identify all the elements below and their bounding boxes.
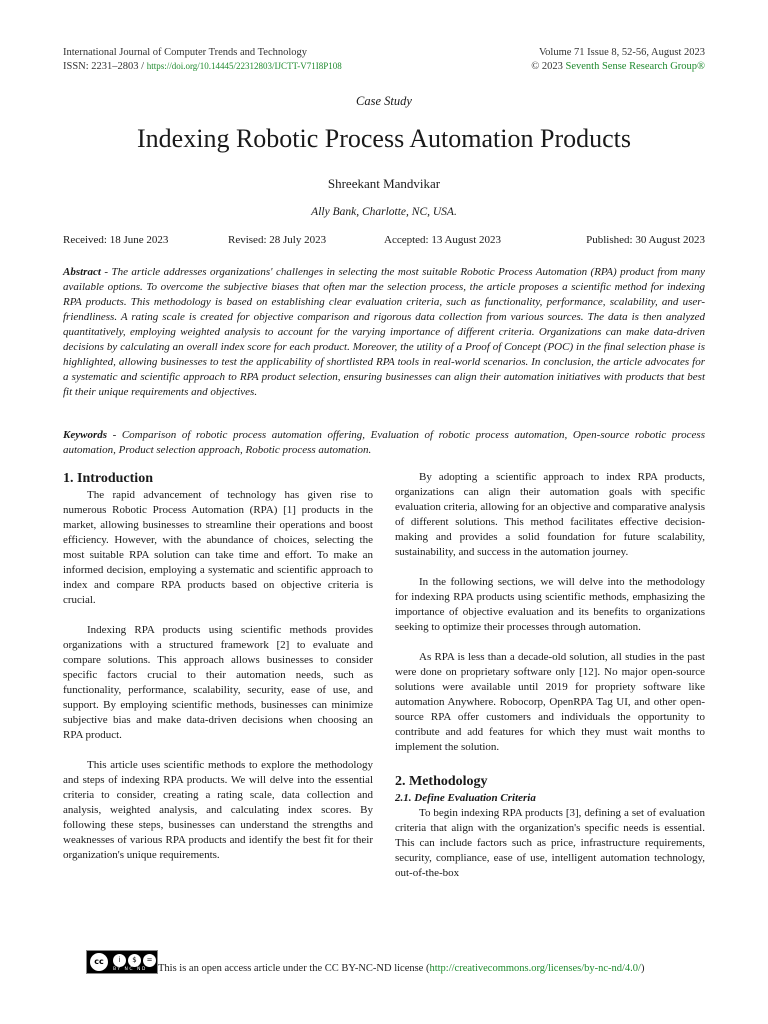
keywords	[63, 428, 705, 458]
paragraph: As RPA is less than a decade-old solution, all studies in the past were done on proprietary software only [12]. No major open-source solutions were available until 2019 for propriety software like automation Anywhere. Robocorp, OpenRPA Tag UI, and other open-source RPA offer customers and individuals the opportunity to contribute and add features for which they must wait months to implement the solution.	[395, 651, 705, 753]
license-prefix: This is an open access article under the CC BY-NC-ND license (	[158, 963, 430, 974]
issn: ISSN: 2231–2803 /	[63, 60, 147, 72]
non-commercial-icon: $	[128, 954, 141, 967]
copyright-line	[531, 60, 705, 74]
license-link[interactable]: http://creativecommons.org/licenses/by-nc-nd/4.0/	[429, 963, 641, 974]
copyright: © 2023	[531, 60, 566, 72]
subsection-heading: 2.1. Define Evaluation Criteria	[395, 792, 536, 804]
paper-title: Indexing Robotic Process Automation Products	[137, 124, 631, 153]
date-accepted: Accepted: 13 August 2023	[384, 234, 502, 246]
paragraph: In the following sections, we will delve into the methodology for indexing RPA products using scientific methods, emphasizing the importance of objective evaluation and its benefits to organizations seeking to optimize their processes through automation.	[395, 576, 705, 633]
cc-license-badge-icon[interactable]	[86, 950, 158, 974]
author-name: Shreekant Mandvikar	[327, 176, 441, 191]
volume-info: Volume 71 Issue 8, 52-56, August 2023	[538, 47, 705, 58]
abstract-label: Abstract	[63, 266, 101, 278]
date-published: Published: 30 August 2023	[586, 234, 705, 246]
paragraph: The rapid advancement of technology has given rise to numerous Robotic Process Automation (RPA) [1] products in the market, allowing businesses to streamline their operations and boost efficiency. However, with the abundance of choices, selecting the most suitable RPA solution can take time and effort. To make an informed decision, employing a systematic and scientific approach to index and compare RPA products based on objective criteria is crucial.	[63, 489, 373, 606]
license-suffix: )	[640, 963, 645, 974]
keywords-text: - Comparison of robotic process automation offering, Evaluation of robotic process automation, Open-source robotic process automation, Product selection approach, Robotic process automation.	[63, 429, 705, 456]
attribution-icon: i	[113, 954, 126, 967]
section-heading-introduction: 1. Introduction	[63, 471, 153, 486]
license-text	[158, 963, 644, 974]
date-revised: Revised: 28 July 2023	[228, 234, 327, 246]
paragraph: By adopting a scientific approach to index RPA products, organizations can align their automation goals with specific evaluation criteria, allowing for an objective and comparative analysis of different solutions. This method facilitates effective decision-making and provides a solid foundation for future scalability, sustainability, and success in the automation journey.	[395, 471, 705, 558]
article-type: Case Study	[356, 94, 412, 108]
badge-caption: BY NC ND	[113, 967, 147, 972]
no-derivatives-icon: =	[143, 954, 156, 967]
doi-link[interactable]: https://doi.org/10.14445/22312803/IJCTT-V71I8P108	[146, 60, 342, 71]
right-column	[395, 470, 705, 881]
date-received: Received: 18 June 2023	[63, 234, 169, 246]
publisher-link[interactable]: Seventh Sense Research Group®	[565, 60, 705, 72]
issn-line	[63, 60, 342, 74]
paragraph: Indexing RPA products using scientific methods provides organizations with a structured framework [2] to evaluate and compare solutions. This approach allows businesses to consider specific factors crucial to their automation needs, such as functionality, performance, scalability, security, ease of use, and support. By employing scientific methods, businesses can minimize subjective bias and make data-driven decisions when choosing an RPA product.	[63, 624, 373, 741]
keywords-label: Keywords	[63, 429, 107, 441]
paragraph: This article uses scientific methods to explore the methodology and steps of indexing RPA products. We will delve into the essential criteria to consider, creating a rating scale, data collection and analysis, weighted analysis, and calculating index scores. By following these steps, businesses can understand the strengths and weaknesses of various RPA products and identify the best fit for their organization's unique requirements.	[63, 759, 373, 861]
section-heading-methodology: 2. Methodology	[395, 774, 488, 789]
left-column	[63, 470, 373, 863]
volume-header	[531, 46, 705, 73]
abstract-text: - The article addresses organizations' challenges in selecting the most suitable Robotic Process Automation (RPA) product from many available options. To overcome the subjective biases that often mar the selection process, the article proposes a scientific method for indexing RPA products. This methodology is based on establishing clear evaluation criteria, such as functionality, performance, scalability, and user-friendliness. A rating scale is created for objective comparison and rigorous data collection from various sources. The data is then analyzed quantitatively, employing weighted analysis to account for the varying importance of different criteria. Organizations can make data-driven decisions by calculating an overall index score for each product. Moreover, the utility of a Proof of Concept (POC) in the final selection phase is highlighted, allowing businesses to test the applicability of shortlisted RPA tools in real-world scenarios. In conclusion, the article advocates for a systematic and scientific approach to RPA product selection, ensuring businesses can align their automation initiatives with products that best fit their unique requirements and objectives.	[63, 266, 705, 398]
journal-name: International Journal of Computer Trends and Technology	[63, 47, 308, 58]
journal-header	[63, 46, 342, 73]
abstract	[63, 265, 705, 400]
cc-icon: cc	[90, 953, 108, 971]
paragraph: To begin indexing RPA products [3], defining a set of evaluation criteria that align with the organization's specific needs is essential. This can include factors such as price, infrastructure requirements, security, compliance, ease of use, intelligent automation technology, out-of-the-box	[395, 807, 705, 879]
author-affiliation: Ally Bank, Charlotte, NC, USA.	[311, 206, 457, 218]
